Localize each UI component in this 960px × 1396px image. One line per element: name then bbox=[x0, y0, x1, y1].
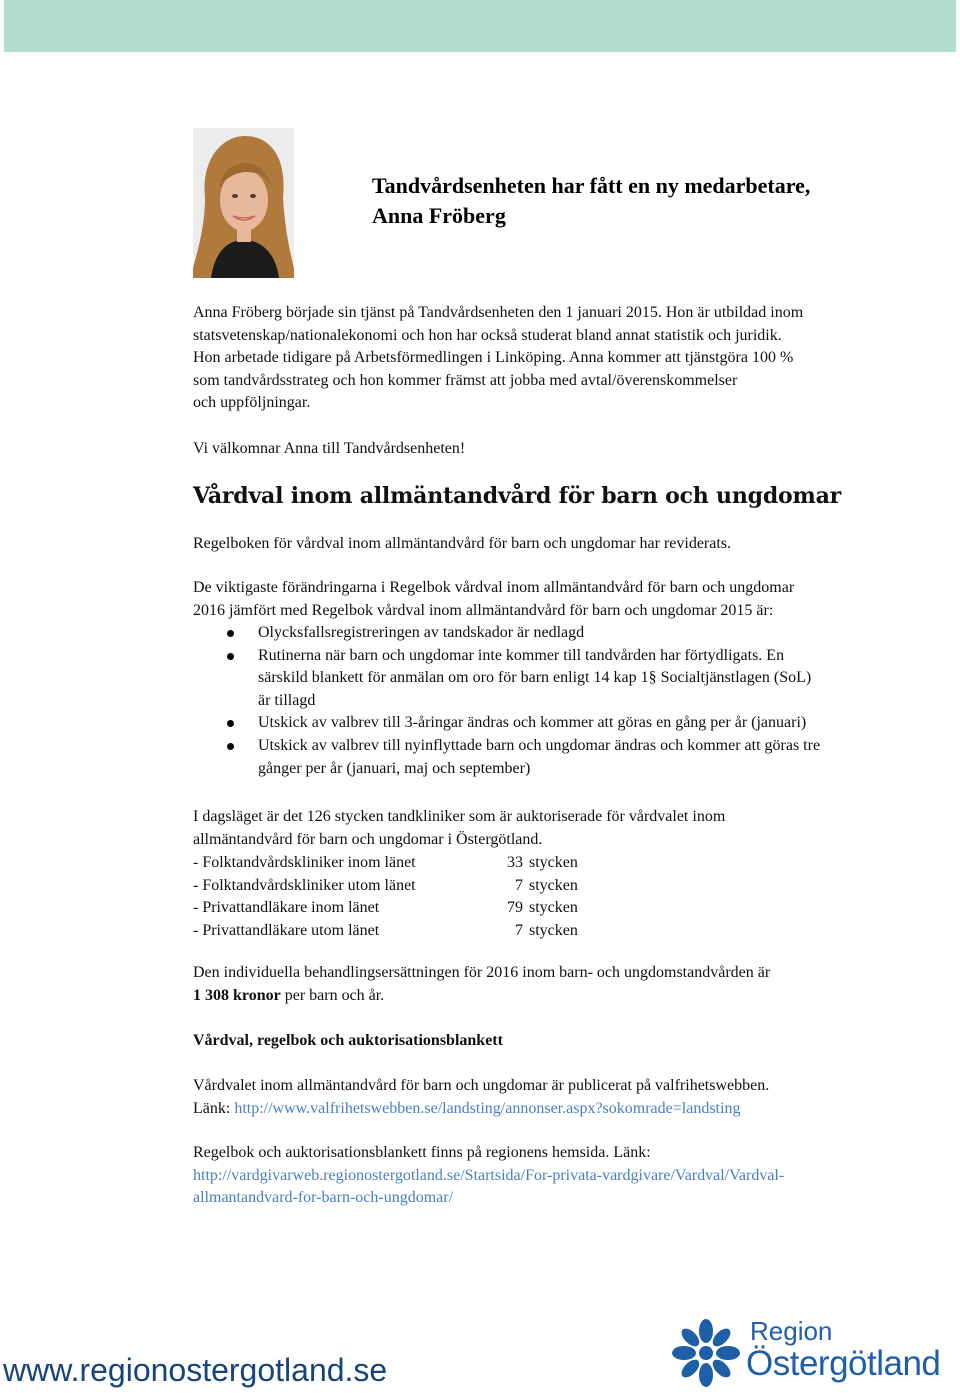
logo-wordmark bbox=[746, 1317, 940, 1383]
clinics-table bbox=[193, 852, 578, 942]
clinic-category: - Folktandvårdskliniker inom länet bbox=[193, 854, 416, 871]
clinic-unit: stycken bbox=[529, 921, 578, 939]
body-line: och uppföljningar. bbox=[193, 394, 311, 412]
clinic-unit: stycken bbox=[529, 899, 578, 916]
article-body bbox=[193, 302, 953, 415]
body-line: Anna Fröberg började sin tjänst på Tandvårdsenheten den 1 januari 2015. Hon är utbildad inom bbox=[193, 304, 804, 321]
published-info bbox=[193, 1075, 953, 1120]
top-color-band bbox=[4, 0, 956, 52]
changes-list bbox=[193, 622, 953, 780]
compensation-line bbox=[193, 985, 953, 1008]
clinic-unit: stycken bbox=[529, 854, 578, 871]
clinics-intro-line: allmäntandvård för barn och ungdomar i Östergötland. bbox=[193, 830, 543, 848]
vardgivarweb-link[interactable] bbox=[193, 1165, 953, 1210]
valfrihetswebben-link[interactable]: http://www.valfrihetswebben.se/landsting/annonser.aspx?sokomrade=landsting bbox=[234, 1099, 741, 1117]
list-item-text: är tillagd bbox=[258, 691, 316, 709]
body-line: som tandvårdsstrateg och hon kommer främst att jobba med avtal/överenskommelser bbox=[193, 371, 738, 389]
clinic-unit: stycken bbox=[529, 876, 578, 894]
compensation-text bbox=[193, 962, 953, 1007]
clinics-intro bbox=[193, 806, 953, 851]
compensation-line: Den individuella behandlingsersättningen för 2016 inom barn- och ungdomstandvården är bbox=[193, 964, 771, 981]
clinics-intro-line: I dagsläget är det 126 stycken tandkliniker som är auktoriserade för vårdvalet inom bbox=[193, 808, 726, 825]
clinic-count: 7 bbox=[515, 921, 523, 939]
list-item-text: Utskick av valbrev till 3-åringar ändras och kommer att göras en gång per år (januari) bbox=[258, 714, 807, 732]
table-row bbox=[193, 852, 578, 875]
list-item-text: Olycksfallsregistreringen av tandskador är nedlagd bbox=[258, 624, 585, 641]
logo-line-1: Region bbox=[750, 1316, 833, 1346]
list-item bbox=[193, 622, 953, 645]
published-text: Vårdvalet inom allmäntandvård för barn och ungdomar är publicerat på valfrihetswebben. bbox=[193, 1077, 770, 1094]
rules-info bbox=[193, 1142, 953, 1210]
clinic-count: 79 bbox=[507, 899, 523, 916]
list-item-text: särskild blankett för anmälan om oro för barn enligt 14 kap 1§ Socialtjänstlagen (SoL) bbox=[258, 669, 812, 687]
article-title-line-2: Anna Fröberg bbox=[372, 203, 506, 228]
changes-line: 2016 jämfört med Regelbok vårdval inom allmäntandvård för barn och ungdomar 2015 är: bbox=[193, 601, 774, 619]
section-intro: Regelboken för vårdval inom allmäntandvård för barn och ungdomar har reviderats. bbox=[193, 535, 732, 552]
clinic-category: - Privattandläkare inom länet bbox=[193, 899, 380, 916]
article-title bbox=[372, 171, 810, 231]
logo-flower-icon bbox=[668, 1315, 744, 1391]
table-row bbox=[193, 920, 578, 943]
table-row bbox=[193, 875, 578, 898]
clinic-count: 33 bbox=[507, 854, 523, 871]
changes-line: De viktigaste förändringarna i Regelbok vårdval inom allmäntandvård för barn och ungdomar bbox=[193, 579, 795, 596]
footer-website-url: www.regionostergotland.se bbox=[3, 1352, 388, 1388]
list-item bbox=[193, 735, 953, 780]
link-text-line-2: allmantandvard-for-barn-och-ungdomar/ bbox=[193, 1189, 454, 1207]
clinic-count: 7 bbox=[515, 876, 523, 894]
body-line: Hon arbetade tidigare på Arbetsförmedlingen i Linköping. Anna kommer att tjänstgöra 100 % bbox=[193, 349, 794, 367]
list-item-text: Rutinerna när barn och ungdomar inte kommer till tandvården har förtydligats. En bbox=[258, 646, 785, 664]
portrait-illustration bbox=[193, 128, 294, 278]
list-item bbox=[193, 645, 953, 713]
logo-line-2: Östergötland bbox=[746, 1344, 941, 1383]
clinic-category: - Folktandvårdskliniker utom länet bbox=[193, 876, 416, 894]
region-ostergotland-logo bbox=[668, 1315, 958, 1391]
body-line: statsvetenskap/nationalekonomi och hon har också studerat bland annat statistik och juridik. bbox=[193, 326, 782, 344]
compensation-amount: 1 308 kronor bbox=[193, 986, 281, 1004]
section-heading: Vårdval inom allmäntandvård för barn och ungdomar bbox=[193, 483, 842, 509]
link-label: Länk: bbox=[193, 1099, 235, 1117]
compensation-rest: per barn och år. bbox=[280, 986, 385, 1004]
list-item-text: Utskick av valbrev till nyinflyttade barn och ungdomar ändras och kommer att göras tre bbox=[258, 736, 821, 754]
changes-intro bbox=[193, 577, 953, 622]
rules-text: Regelbok och auktorisationsblankett finns på regionens hemsida. Länk: bbox=[193, 1144, 651, 1161]
staff-portrait-photo bbox=[193, 128, 294, 278]
link-line bbox=[193, 1098, 953, 1121]
table-row bbox=[193, 897, 578, 920]
link-text-line-1: http://vardgivarweb.regionostergotland.se/Startsida/For-privata-vardgivare/Vardval/Vardval- bbox=[193, 1166, 785, 1184]
welcome-text: Vi välkomnar Anna till Tandvårdsenheten! bbox=[193, 440, 466, 457]
clinic-category: - Privattandläkare utom länet bbox=[193, 921, 380, 939]
list-item-text: gånger per år (januari, maj och september) bbox=[258, 759, 531, 777]
subheading: Vårdval, regelbok och auktorisationsblankett bbox=[193, 1032, 503, 1049]
list-item bbox=[193, 712, 953, 735]
article-title-line-1: Tandvårdsenheten har fått en ny medarbetare, bbox=[372, 173, 811, 198]
